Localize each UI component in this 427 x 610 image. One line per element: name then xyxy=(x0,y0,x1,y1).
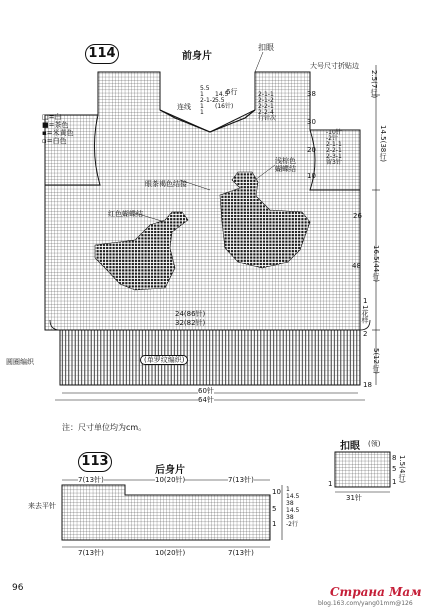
back-bottom-dim-3: 7(13针) xyxy=(228,549,254,557)
shoulder-mid-numbers: 14.5 5.5 (16针) xyxy=(215,91,234,110)
rows-6-label: 6行 xyxy=(226,88,238,96)
side-num-38: 38 xyxy=(307,90,316,98)
buttonhole-bottom-label: 31针 xyxy=(346,494,362,502)
width-60-label: 60针 xyxy=(198,387,214,395)
left-shoulder-numbers: 5.5 1 2-1-2 1 1 xyxy=(200,85,216,116)
buttonhole-grid xyxy=(335,452,390,487)
brown-beak-label: 浅棕色 蝴蝶结 xyxy=(275,157,296,173)
back-body-grid xyxy=(62,485,270,540)
side-num-10: 10 xyxy=(307,172,316,180)
back-row-1: 1 xyxy=(272,520,277,528)
buttonhole-title: 扣眼 xyxy=(340,441,360,452)
width-64-label: 64针 xyxy=(198,396,214,404)
side-num-30: 30 xyxy=(307,118,316,126)
side-num-48: 48 xyxy=(352,262,361,270)
size-note-label: 大号尺寸折贴边 xyxy=(310,62,359,70)
side-num-20: 20 xyxy=(307,146,316,154)
back-piece-chart xyxy=(62,480,282,547)
legend-item xyxy=(42,113,74,121)
leader-buttonhole xyxy=(255,52,263,72)
legend-text: =茶色 xyxy=(48,121,69,129)
back-badge: 113 xyxy=(78,452,112,472)
legend-swatch: ▪ xyxy=(42,129,47,137)
right-top-dim: 2.5(7行) xyxy=(370,70,378,99)
buttonhole-left-label: 1 xyxy=(328,480,333,488)
unit-note: 注：尺寸单位均为cm。 xyxy=(62,423,147,432)
legend-swatch: □ xyxy=(42,113,49,121)
legend-swatch: ▫ xyxy=(42,137,47,145)
right-bottom-dim: 5(12行) xyxy=(372,348,380,374)
right-mid-dim: 14.5(38行) xyxy=(379,125,387,162)
neck-shape-numbers: 2-1-1 2-1-2 2-2-1 2-2-4 行针次 xyxy=(258,91,277,122)
legend-text: =白 xyxy=(48,113,62,121)
page-number: 96 xyxy=(12,583,24,593)
side-num-18: 18 xyxy=(363,381,372,389)
buttonhole-label: 扣眼 xyxy=(258,43,274,52)
count-24-label: 24(86针) xyxy=(175,310,206,318)
side-num-26: 26 xyxy=(353,212,362,220)
footer-url: blog.163.com/yang01mm@126 xyxy=(318,600,413,607)
legend-item xyxy=(42,137,74,145)
buttonhole-subtitle: (领) xyxy=(368,440,381,448)
buttonhole-row-1: 1 xyxy=(392,478,397,486)
front-ribbing xyxy=(60,330,360,385)
front-title: 前身片 xyxy=(182,51,212,62)
legend-item xyxy=(42,121,74,129)
red-bow-label: 红色蝴蝶结 xyxy=(108,210,143,218)
back-top-dim-2: 10(20针) xyxy=(155,476,186,484)
back-bottom-dim-2: 10(20针) xyxy=(155,549,186,557)
back-right-numbers: 1 14.5 38 14.5 38 -2行 xyxy=(286,486,300,528)
watermark: Страна Мам xyxy=(330,585,422,599)
lianxian-label: 连线 xyxy=(177,103,191,111)
legend-item xyxy=(42,129,74,137)
legend-text: =白色 xyxy=(46,137,67,145)
back-title: 后身片 xyxy=(155,465,185,476)
buttonhole-row-8: 8 xyxy=(392,454,397,462)
pattern-label: 1花样 xyxy=(361,305,369,324)
back-side-label: 来去平针 xyxy=(28,502,56,510)
legend-text: =米黄色 xyxy=(46,129,74,137)
buttonhole-right-label: 1.5(4行) xyxy=(398,455,406,484)
back-row-10: 10 xyxy=(272,488,281,496)
legend-swatch: ■ xyxy=(42,121,49,129)
side-num-2: 2 xyxy=(363,330,368,338)
front-badge: 114 xyxy=(85,44,119,64)
back-bottom-dim-1: 7(13针) xyxy=(78,549,104,557)
back-row-5: 5 xyxy=(272,505,277,513)
buttonhole-row-5: 5 xyxy=(392,465,397,473)
legend xyxy=(42,113,74,145)
back-top-dim-1: 7(13针) xyxy=(78,476,104,484)
count-32-label: 32(82针) xyxy=(175,319,206,327)
back-top-dim-3: 7(13针) xyxy=(228,476,254,484)
side-num-1: 1 xyxy=(363,297,368,305)
ribbing-label: (单罗纹编织) xyxy=(140,355,188,365)
eye-label: 眼茶褐色结接 xyxy=(145,180,187,188)
right-armhole-numbers: -10针 -2针 2-1-1 2-2-1 2-3-1 留3针 xyxy=(326,129,342,166)
edge-label: 圆圈编织 xyxy=(6,358,34,366)
buttonhole-chart xyxy=(335,452,390,492)
right-body-dim: 16.5(44行) xyxy=(372,245,380,282)
